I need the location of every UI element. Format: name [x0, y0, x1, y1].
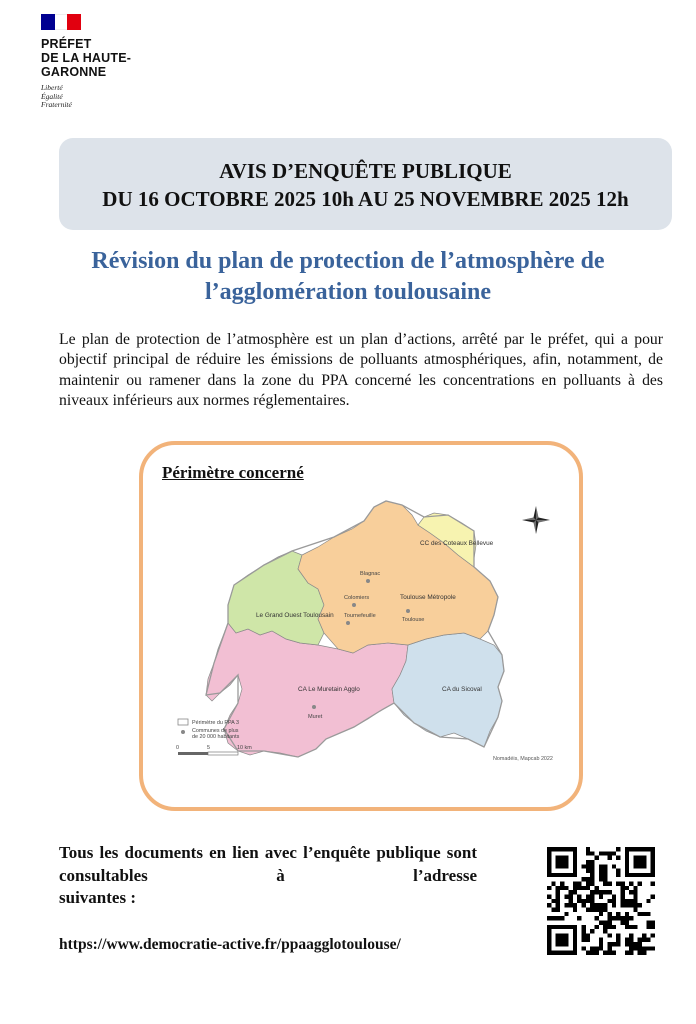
qr-module — [616, 942, 620, 946]
qr-module — [590, 873, 594, 877]
qr-module — [607, 951, 611, 955]
map-title: Périmètre concerné — [162, 463, 304, 482]
qr-module — [590, 864, 594, 868]
qr-module — [582, 946, 586, 950]
qr-module — [599, 942, 603, 946]
zone-label: Toulouse Métropole — [400, 594, 456, 601]
compass-icon — [522, 506, 550, 534]
qr-module — [620, 890, 624, 894]
qr-module — [564, 895, 568, 899]
qr-module — [612, 864, 616, 868]
qr-module — [603, 903, 607, 907]
qr-module — [590, 851, 594, 855]
subject-line: l’agglomération toulousaine — [205, 279, 491, 305]
qr-module — [607, 942, 611, 946]
scale-bar — [176, 745, 252, 755]
republic-motto — [41, 84, 131, 110]
qr-module — [603, 907, 607, 911]
qr-module — [612, 895, 616, 899]
qr-module — [599, 864, 603, 868]
qr-module — [616, 933, 620, 937]
qr-module — [595, 890, 599, 894]
qr-module — [569, 890, 573, 894]
documents-url-link[interactable]: https://www.democratie-active.fr/ppaagglotoulouse/ — [59, 936, 401, 953]
qr-module — [642, 951, 646, 955]
qr-module — [599, 873, 603, 877]
qr-module — [569, 899, 573, 903]
legend-perimeter-label: Périmètre du PPA 3 — [192, 720, 239, 726]
qr-module — [612, 916, 616, 920]
qr-module — [616, 873, 620, 877]
qr-module — [586, 895, 590, 899]
qr-module — [586, 860, 590, 864]
legend-perimeter-swatch — [178, 719, 188, 725]
qr-module — [612, 951, 616, 955]
qr-module — [582, 877, 586, 881]
qr-module — [595, 907, 599, 911]
qr-finder-center — [633, 856, 646, 869]
qr-module — [616, 912, 620, 916]
qr-module — [586, 938, 590, 942]
motto-line: Fraternité — [41, 100, 72, 109]
qr-module — [616, 847, 620, 851]
notice-banner — [59, 138, 672, 230]
qr-module — [573, 890, 577, 894]
qr-module — [599, 907, 603, 911]
qr-module — [595, 925, 599, 929]
qr-module — [629, 916, 633, 920]
qr-module — [586, 864, 590, 868]
qr-module — [582, 886, 586, 890]
qr-module — [599, 920, 603, 924]
qr-module — [595, 946, 599, 950]
qr-module — [607, 946, 611, 950]
qr-module — [603, 925, 607, 929]
qr-module — [590, 869, 594, 873]
qr-module — [651, 895, 655, 899]
qr-module — [603, 951, 607, 955]
qr-module — [599, 877, 603, 881]
qr-module — [560, 882, 564, 886]
subject-line: Révision du plan de protection de l’atmosphère de — [91, 248, 605, 274]
qr-module — [646, 920, 650, 924]
qr-module — [646, 912, 650, 916]
qr-module — [577, 899, 581, 903]
qr-module — [646, 899, 650, 903]
qr-module — [638, 946, 642, 950]
qr-module — [607, 925, 611, 929]
qr-module — [607, 890, 611, 894]
legend-town-dot — [181, 730, 185, 734]
qr-module — [595, 856, 599, 860]
qr-module — [556, 907, 560, 911]
qr-module — [590, 882, 594, 886]
qr-module — [603, 929, 607, 933]
qr-module — [607, 933, 611, 937]
qr-module — [577, 882, 581, 886]
qr-module — [612, 899, 616, 903]
scale-tick: 10 km — [237, 745, 252, 751]
qr-module — [651, 946, 655, 950]
qr-module — [616, 856, 620, 860]
qr-module — [625, 903, 629, 907]
town-dot — [346, 621, 350, 625]
qr-module — [603, 869, 607, 873]
motto-line: Égalité — [41, 91, 63, 101]
qr-module — [573, 903, 577, 907]
town-dot — [366, 579, 370, 583]
qr-module — [560, 886, 564, 890]
qr-module — [607, 920, 611, 924]
qr-module — [603, 864, 607, 868]
qr-module — [629, 942, 633, 946]
qr-module — [607, 851, 611, 855]
qr-module — [586, 851, 590, 855]
qr-module — [586, 877, 590, 881]
qr-module — [599, 895, 603, 899]
zone-toulouse-metropole — [298, 501, 498, 653]
qr-module — [633, 895, 637, 899]
qr-module — [633, 907, 637, 911]
qr-module — [633, 899, 637, 903]
qr-module — [586, 869, 590, 873]
qr-module — [599, 903, 603, 907]
scale-tick: 5 — [207, 745, 210, 751]
qr-module — [625, 938, 629, 942]
qr-module — [573, 886, 577, 890]
qr-module — [633, 886, 637, 890]
qr-module — [599, 946, 603, 950]
qr-module — [556, 890, 560, 894]
qr-module — [620, 895, 624, 899]
town-label: Tournefeuille — [344, 613, 376, 619]
qr-module — [625, 942, 629, 946]
qr-module — [551, 907, 555, 911]
qr-module — [556, 899, 560, 903]
qr-module — [551, 882, 555, 886]
qr-module — [642, 933, 646, 937]
qr-module — [620, 916, 624, 920]
qr-module — [629, 882, 633, 886]
institution-line: PRÉFET — [41, 37, 92, 51]
qr-module — [595, 916, 599, 920]
qr-module — [625, 925, 629, 929]
qr-module — [607, 882, 611, 886]
zone-label: CA du Sicoval — [442, 686, 482, 693]
qr-module — [603, 873, 607, 877]
qr-module — [651, 925, 655, 929]
qr-module — [569, 895, 573, 899]
qr-module — [633, 942, 637, 946]
zone-label: Le Grand Ouest Toulousain — [256, 612, 334, 619]
qr-module — [612, 851, 616, 855]
documents-text-line: suivantes : — [59, 888, 136, 907]
qr-module — [646, 946, 650, 950]
qr-module — [651, 920, 655, 924]
motto-line: Liberté — [41, 83, 63, 92]
qr-module — [586, 899, 590, 903]
qr-module — [629, 933, 633, 937]
town-label: Colomiers — [344, 595, 370, 601]
qr-module — [582, 933, 586, 937]
qr-module — [625, 899, 629, 903]
legend-communes-label: Communes de plus — [192, 728, 239, 734]
qr-module — [625, 912, 629, 916]
qr-module — [577, 916, 581, 920]
institution-name — [41, 37, 131, 79]
qr-module — [620, 903, 624, 907]
qr-module — [629, 890, 633, 894]
qr-module — [603, 877, 607, 881]
qr-module — [646, 938, 650, 942]
scale-tick: 0 — [176, 745, 179, 751]
intro-paragraph: Le plan de protection de l’atmosphère est un plan d’actions, arrêté par le préfet, qui a pour objectif principal de réduire les émissions de polluants atmosphériques, afin, notamment, de maintenir ou ramener dans la zone du PPA concerné les concentrations en polluants à des niveaux inférieurs aux normes réglementaires. — [59, 331, 663, 409]
qr-module — [638, 938, 642, 942]
qr-module — [582, 899, 586, 903]
documents-notice — [59, 842, 477, 910]
qr-module — [607, 856, 611, 860]
qr-module — [638, 903, 642, 907]
qr-module — [642, 912, 646, 916]
qr-module — [625, 886, 629, 890]
qr-module — [638, 942, 642, 946]
qr-module — [603, 851, 607, 855]
qr-module — [586, 882, 590, 886]
qr-module — [629, 899, 633, 903]
qr-module — [603, 920, 607, 924]
qr-module — [638, 912, 642, 916]
qr-module — [612, 925, 616, 929]
qr-module — [586, 847, 590, 851]
town-dot — [352, 603, 356, 607]
qr-module — [590, 903, 594, 907]
qr-module — [620, 899, 624, 903]
qr-finder-center — [556, 933, 569, 946]
qr-module — [569, 903, 573, 907]
banner-title: AVIS D’ENQUÊTE PUBLIQUE — [219, 159, 512, 183]
town-dot — [312, 705, 316, 709]
qr-module — [547, 903, 551, 907]
qr-module — [573, 882, 577, 886]
qr-module — [582, 903, 586, 907]
qr-module — [629, 925, 633, 929]
qr-module — [560, 916, 564, 920]
qr-module — [633, 903, 637, 907]
qr-module — [599, 869, 603, 873]
qr-module — [625, 951, 629, 955]
qr-module — [551, 899, 555, 903]
qr-module — [603, 882, 607, 886]
qr-module — [612, 942, 616, 946]
qr-module — [586, 933, 590, 937]
qr-module — [590, 877, 594, 881]
town-label: Muret — [308, 714, 323, 720]
qr-module — [590, 860, 594, 864]
qr-module — [595, 886, 599, 890]
qr-module — [651, 933, 655, 937]
town-label: Blagnac — [360, 571, 381, 577]
qr-module — [564, 903, 568, 907]
qr-module — [582, 938, 586, 942]
qr-module — [590, 907, 594, 911]
qr-module — [629, 951, 633, 955]
qr-module — [607, 912, 611, 916]
institution-line: DE LA HAUTE- — [41, 51, 132, 65]
qr-module — [573, 907, 577, 911]
qr-module — [564, 886, 568, 890]
town-label: Toulouse — [402, 617, 425, 623]
qr-module — [547, 895, 551, 899]
qr-module — [599, 938, 603, 942]
qr-module — [556, 886, 560, 890]
qr-module — [633, 925, 637, 929]
qr-module — [577, 895, 581, 899]
qr-module — [590, 951, 594, 955]
qr-module — [625, 920, 629, 924]
qr-module — [620, 882, 624, 886]
qr-module — [582, 864, 586, 868]
qr-finder-center — [556, 856, 569, 869]
subject-heading — [40, 246, 656, 308]
documents-text-line: publique sont consultables à l’adresse — [59, 843, 477, 885]
qr-module — [595, 903, 599, 907]
qr-module — [551, 916, 555, 920]
map-legend — [178, 719, 240, 740]
institution-line: GARONNE — [41, 65, 107, 79]
qr-module — [590, 895, 594, 899]
qr-module — [590, 890, 594, 894]
qr-module — [547, 886, 551, 890]
qr-module — [651, 882, 655, 886]
qr-module — [556, 895, 560, 899]
qr-module — [633, 946, 637, 950]
qr-module — [577, 886, 581, 890]
perimeter-map — [168, 493, 568, 778]
qr-module — [620, 886, 624, 890]
qr-module — [603, 890, 607, 894]
qr-module — [638, 951, 642, 955]
qr-module — [612, 903, 616, 907]
qr-module — [642, 938, 646, 942]
town-dot — [406, 609, 410, 613]
qr-module — [629, 946, 633, 950]
qr-module — [599, 851, 603, 855]
qr-module — [590, 899, 594, 903]
qr-module — [620, 920, 624, 924]
qr-module — [582, 925, 586, 929]
qr-module — [633, 890, 637, 894]
qr-module — [582, 929, 586, 933]
documents-text-line: Tous les documents en lien avec l’enquête — [59, 843, 371, 862]
qr-module — [556, 903, 560, 907]
qr-module — [586, 907, 590, 911]
qr-module — [586, 886, 590, 890]
qr-module — [564, 912, 568, 916]
legend-communes-label: de 20 000 habitants — [192, 734, 240, 740]
qr-module — [616, 869, 620, 873]
qr-module — [595, 951, 599, 955]
qr-module — [607, 899, 611, 903]
qr-module — [646, 925, 650, 929]
qr-module — [642, 946, 646, 950]
qr-module — [599, 912, 603, 916]
map-credit: Nomadéis, Mapcab 2022 — [493, 756, 553, 762]
zone-label: CA Le Muretain Agglo — [298, 686, 360, 693]
marianne-flag-icon — [41, 14, 81, 30]
qr-module — [607, 916, 611, 920]
qr-module — [616, 938, 620, 942]
qr-module — [590, 929, 594, 933]
qr-module — [599, 890, 603, 894]
qr-module — [586, 951, 590, 955]
qr-module — [625, 916, 629, 920]
qr-module — [629, 938, 633, 942]
prefecture-logo — [41, 14, 131, 110]
banner-dates: DU 16 OCTOBRE 2025 10h AU 25 NOVEMBRE 2025 12h — [102, 187, 629, 211]
qr-module — [629, 903, 633, 907]
zone-label: CC des Coteaux Bellevue — [420, 540, 494, 547]
qr-module — [638, 882, 642, 886]
qr-code-icon[interactable] — [547, 847, 655, 955]
qr-module — [616, 916, 620, 920]
qr-module — [547, 916, 551, 920]
qr-module — [556, 916, 560, 920]
qr-module — [590, 946, 594, 950]
qr-module — [616, 882, 620, 886]
